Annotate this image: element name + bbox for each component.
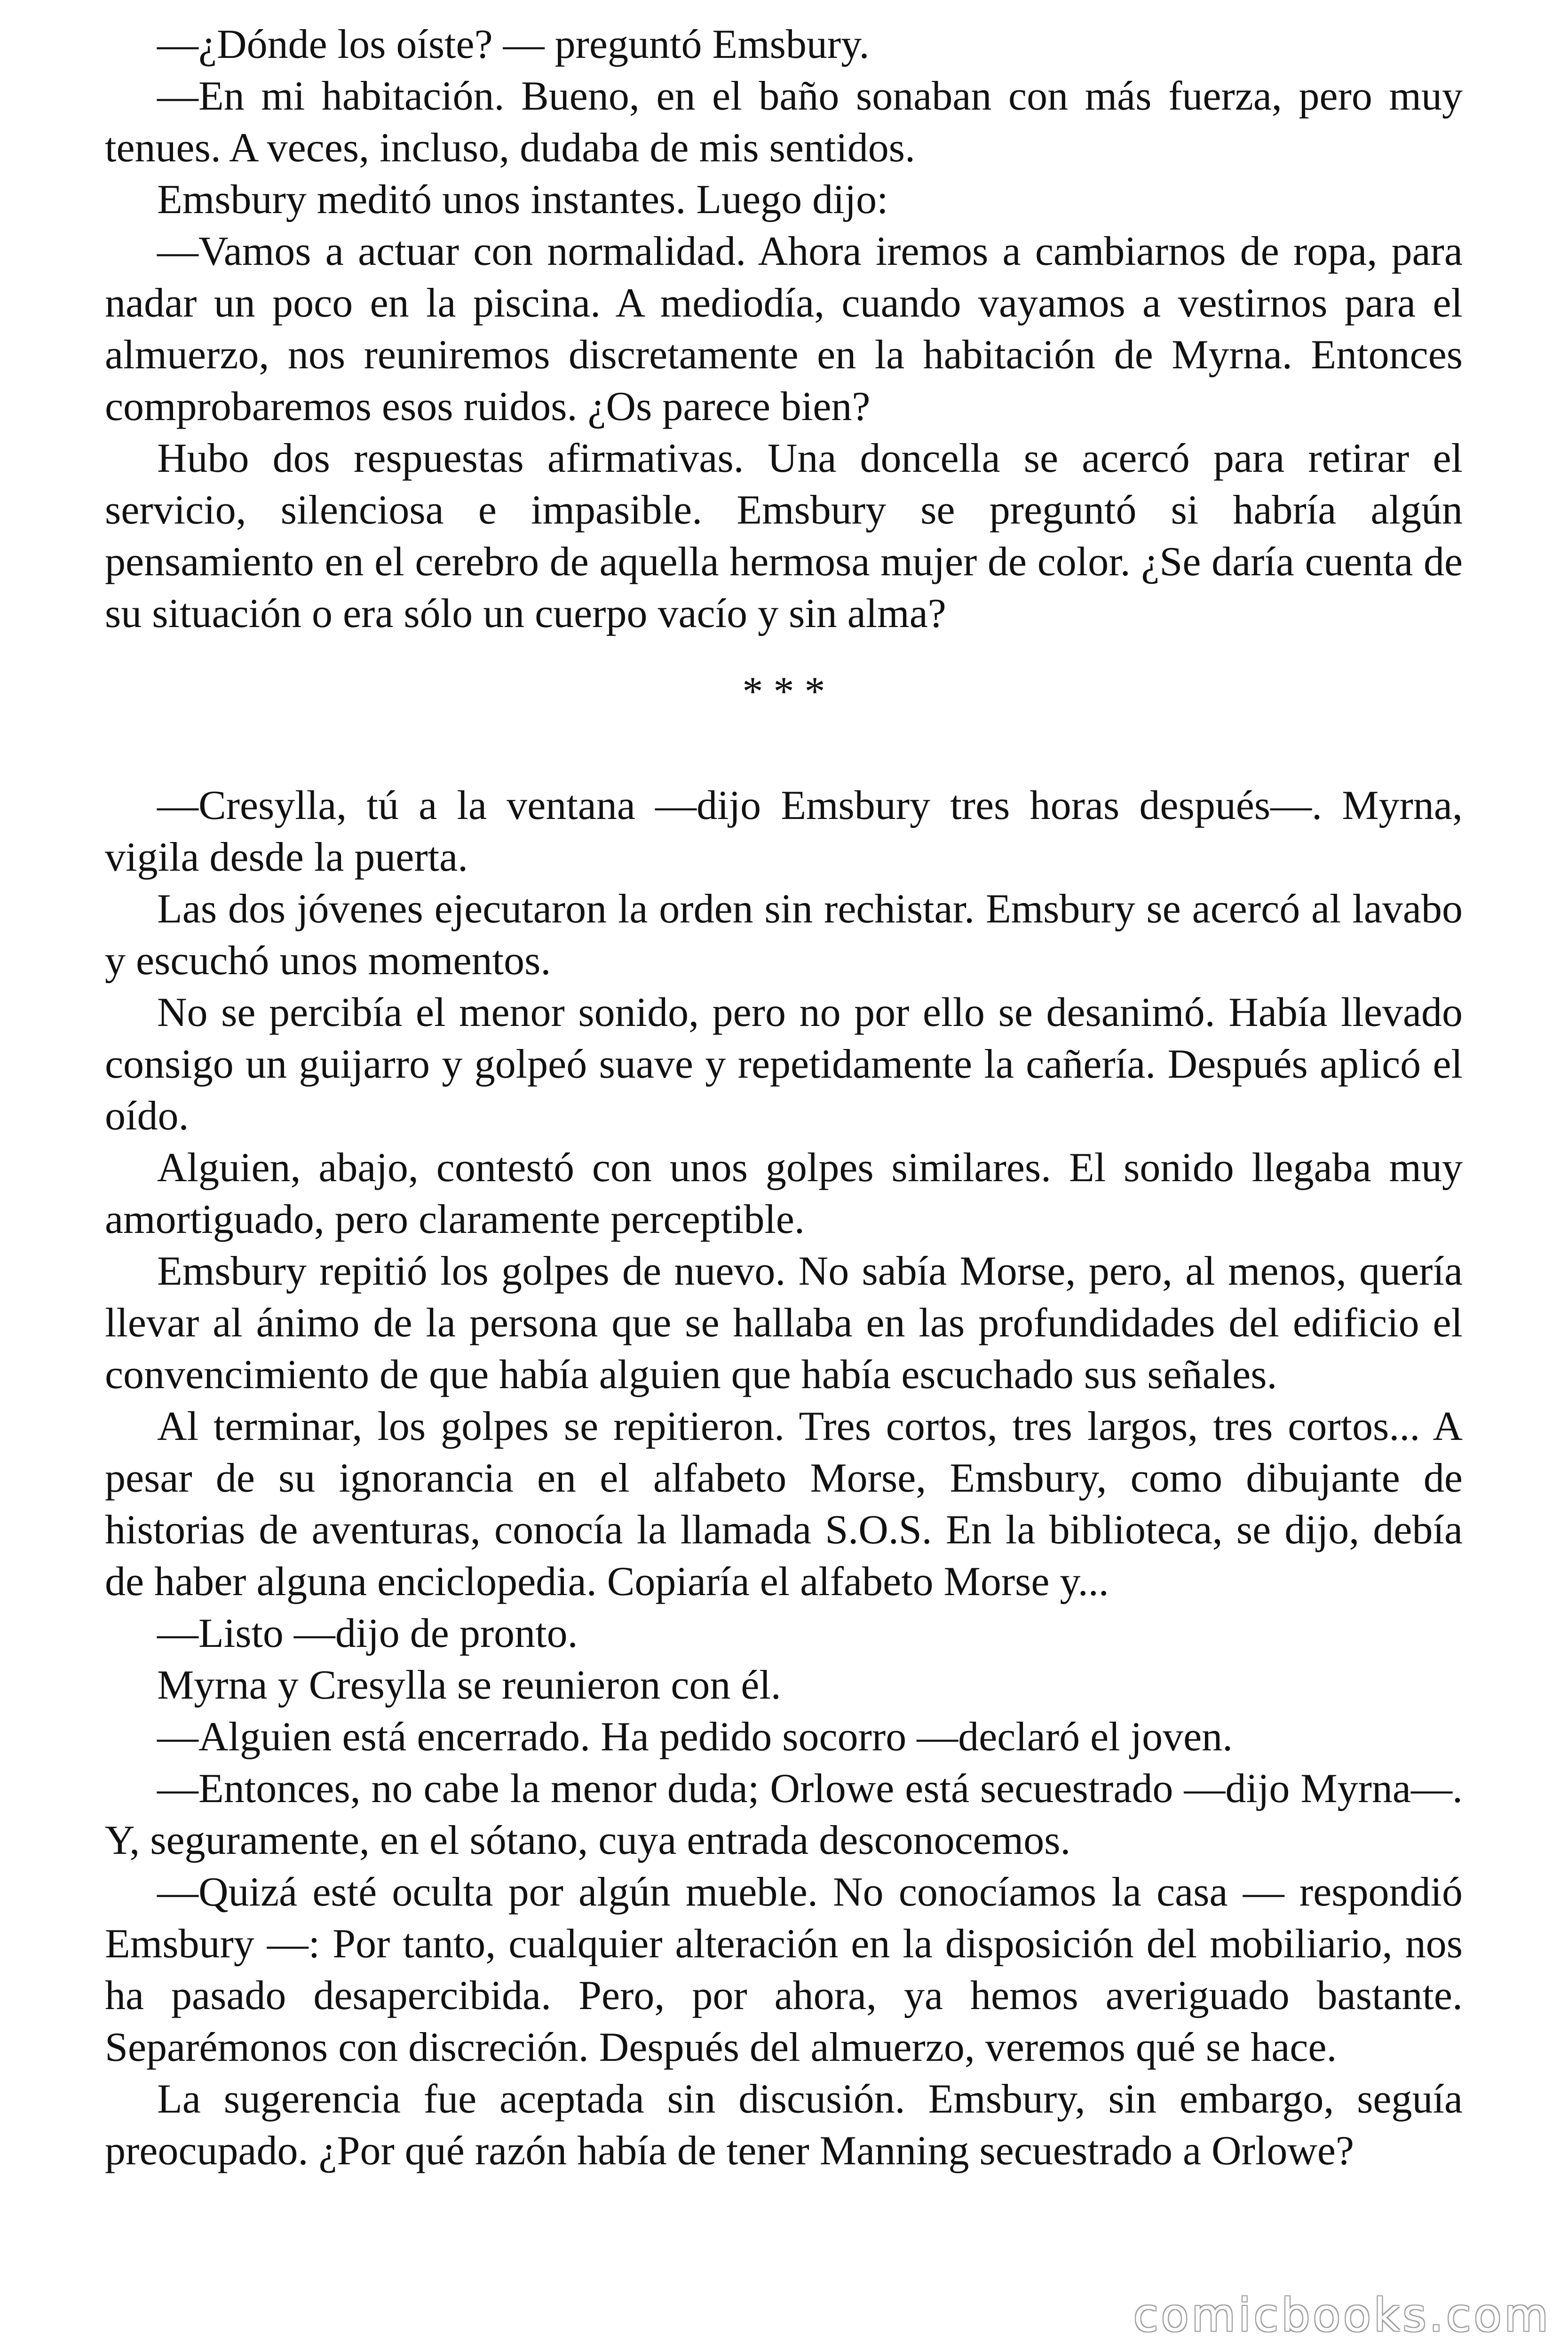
paragraph: —Listo —dijo de pronto. <box>157 1611 578 1656</box>
paragraph: —Alguien está encerrado. Ha pedido socorro —declaró el joven. <box>157 1714 1233 1760</box>
paragraph: La sugerencia fue aceptada sin discusión. Emsbury, sin embargo, seguía preocupado. ¿Por qué razón había de tener Manning secuestrado a Orlowe? <box>105 2076 1463 2174</box>
paragraph: —En mi habitación. Bueno, en el baño sonaban con más fuerza, pero muy tenues. A veces, incluso, dudaba de mis sentidos. <box>105 73 1463 171</box>
paragraph: —Vamos a actuar con normalidad. Ahora iremos a cambiarnos de ropa, para nadar un poco en la piscina. A mediodía, cuando vayamos a vestirnos para el almuerzo, nos reuniremos discretamente en la habitación de Myrna. Entonces comprobaremos esos ruidos. ¿Os parece bien? <box>105 229 1463 429</box>
paragraph: —¿Dónde los oíste? — preguntó Emsbury. <box>157 22 870 67</box>
paragraph: Myrna y Cresylla se reunieron con él. <box>157 1662 781 1708</box>
paragraph: Al terminar, los golpes se repitieron. Tres cortos, tres largos, tres cortos... A pesar de su ignorancia en el alfabeto Morse, Emsbury, como dibujante de historias de aventuras, conocía la llamada S.O.S. En la biblioteca, se dijo, debía de haber alguna enciclopedia. Copiaría el alfabeto Morse y... <box>105 1404 1463 1605</box>
paragraph: No se percibía el menor sonido, pero no por ello se desanimó. Había llevado consigo un guijarro y golpeó suave y repetidamente la cañería. Después aplicó el oído. <box>105 990 1463 1139</box>
paragraph: Las dos jóvenes ejecutaron la orden sin rechistar. Emsbury se acercó al lavabo y escuchó unos momentos. <box>105 886 1463 984</box>
text-block <box>105 19 1463 2177</box>
paragraph: —Cresylla, tú a la ventana —dijo Emsbury tres horas después—. Myrna, vigila desde la puerta. <box>105 783 1463 880</box>
paragraph: Emsbury meditó unos instantes. Luego dijo: <box>157 177 888 222</box>
scene-break: * * * <box>742 669 825 715</box>
watermark: comicbooks.com <box>1133 2289 1551 2342</box>
paragraph: —Entonces, no cabe la menor duda; Orlowe está secuestrado —dijo Myrna—. Y, seguramente, en el sótano, cuya entrada desconocemos. <box>105 1766 1463 1863</box>
paragraph: Hubo dos respuestas afirmativas. Una doncella se acercó para retirar el servicio, silenciosa e impasible. Emsbury se preguntó si habría algún pensamiento en el cerebro de aquella hermosa mujer de color. ¿Se daría cuenta de su situación o era sólo un cuerpo vacío y sin alma? <box>105 436 1463 636</box>
paragraph: Alguien, abajo, contestó con unos golpes similares. El sonido llegaba muy amortiguado, pero claramente perceptible. <box>105 1145 1463 1242</box>
paragraph: —Quizá esté oculta por algún mueble. No conocíamos la casa — respondió Emsbury —: Por tanto, cualquier alteración en la disposición del mobiliario, nos ha pasado desapercibida. Pero, por ahora, ya hemos averiguado bastante. Separémonos con discreción. Después del almuerzo, veremos qué se hace. <box>105 1869 1463 2070</box>
paragraph: Emsbury repitió los golpes de nuevo. No sabía Morse, pero, al menos, quería llevar al ánimo de la persona que se hallaba en las profundidades del edificio el convencimiento de que había alguien que había escuchado sus señales. <box>105 1248 1463 1398</box>
